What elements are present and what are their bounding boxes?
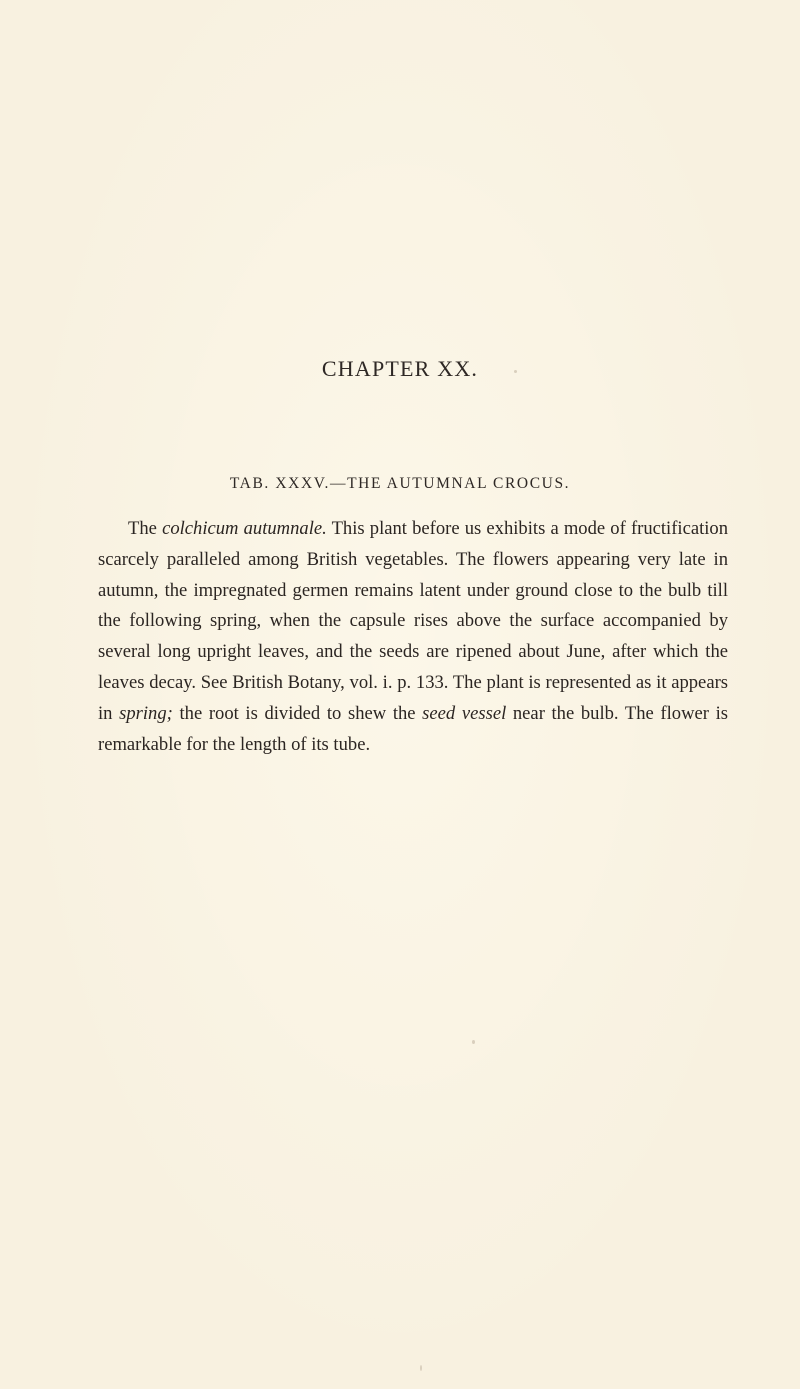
- paper-speck: [472, 1040, 475, 1044]
- text-run: This plant before us exhibits a mode of fructification scarcely paralleled among British vegetables. The flowers appearing very late in autumn, the impregnated germen remains latent under ground close to the bulb till the following spring, when the capsule rises above the surface accompanied by several long upright leaves, and the seeds are ripened about June, after which the leaves decay. See British Botany, vol. i. p. 133. The plant is represented as it appears in: [98, 518, 728, 724]
- text-run: The: [128, 518, 163, 539]
- section-heading: TAB. XXXV.—THE AUTUMNAL CROCUS.: [229, 475, 571, 492]
- chapter-title: CHAPTER XX.: [321, 356, 479, 381]
- body-paragraph: [98, 514, 728, 760]
- italic-term: spring;: [119, 702, 173, 724]
- latin-name: colchicum autumnale.: [162, 518, 327, 539]
- text-run: the root is divided to shew the: [172, 702, 423, 724]
- paper-speck: [420, 1365, 422, 1371]
- italic-term: seed vessel: [422, 702, 507, 724]
- text-run: near the bulb. The flower is remarkable for the length of its tube.: [98, 702, 728, 755]
- paper-speck: [514, 370, 517, 373]
